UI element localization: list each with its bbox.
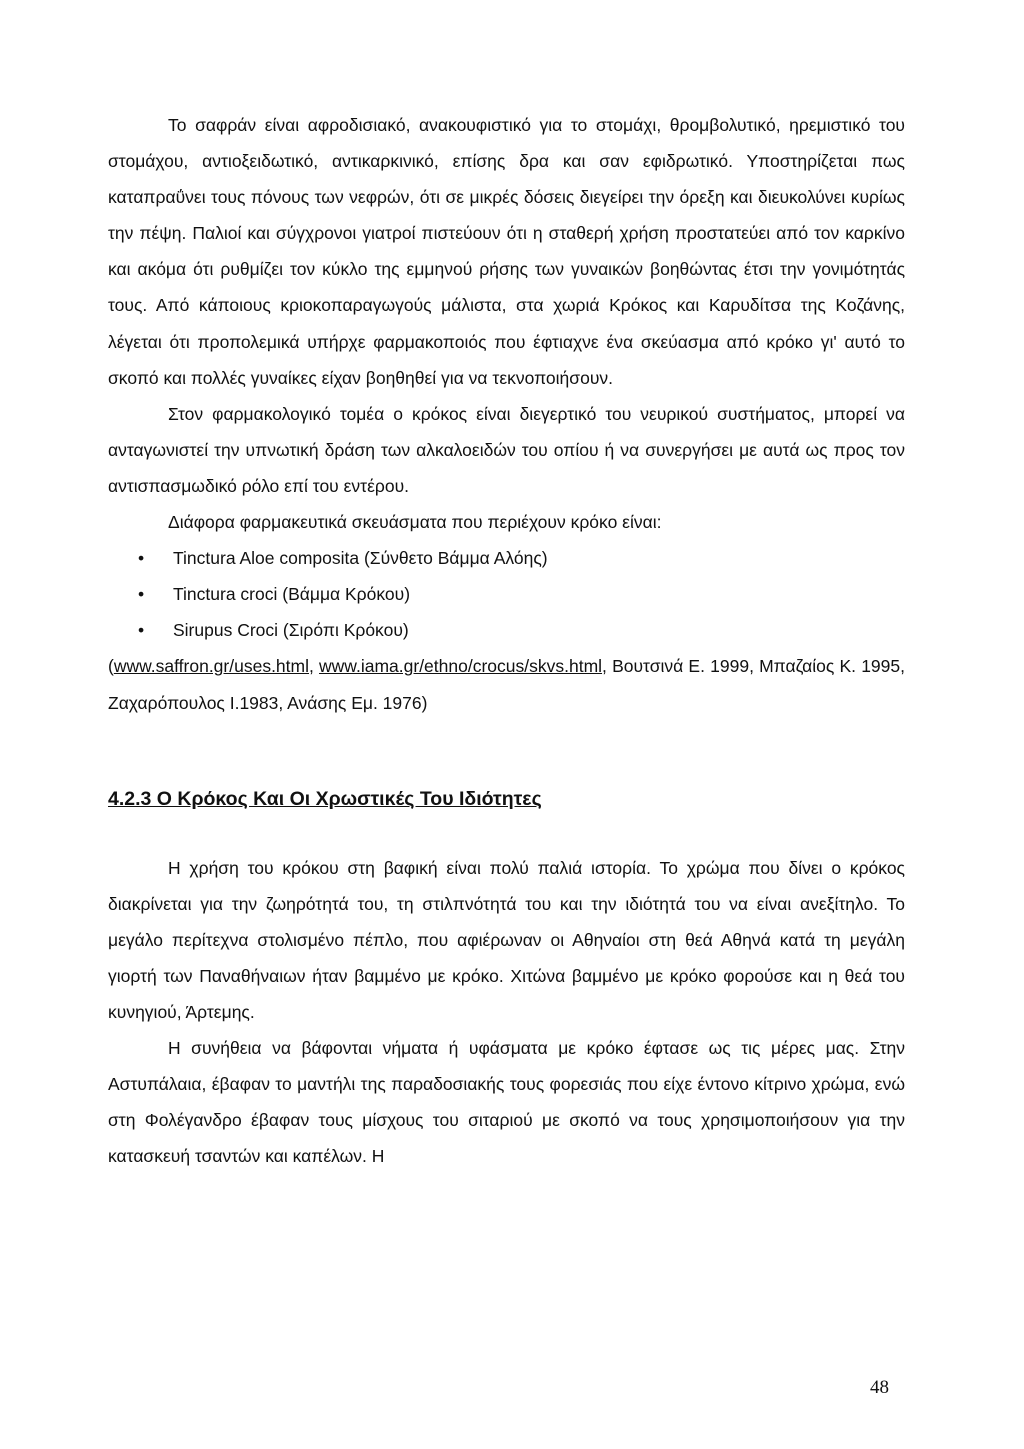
references bbox=[108, 648, 905, 720]
page-number: 48 bbox=[870, 1377, 889, 1398]
list-item-text: Tinctura Aloe composita (Σύνθετο Βάμμα Αλόης) bbox=[173, 548, 548, 569]
bullet-icon: • bbox=[138, 584, 145, 605]
list-item bbox=[108, 612, 905, 648]
paragraph-dyeing-history: Η χρήση του κρόκου στη βαφική είναι πολύ παλιά ιστορία. Το χρώμα που δίνει ο κρόκος διακρίνεται για την ζωηρότητά του, τη στιλπνότητά του και την ιδιότητά του να είναι ανεξίτηλο. Το μεγάλο περίτεχνα στολισμένο πέπλο, που αφιέρωναν οι Αθηναίοι στη θεά Αθηνά κατά τη μεγάλη γιορτή των Παναθήναιων ήταν βαμμένο με κρόκο. Χιτώνα βαμμένο με κρόκο φορούσε και η θεά του κυνηγιού, Άρτεμης. bbox=[108, 857, 905, 1022]
list-item-text: Tinctura croci (Βάμμα Κρόκου) bbox=[173, 584, 411, 605]
bullet-icon: • bbox=[138, 548, 145, 569]
section-heading: 4.2.3 Ο Κρόκος Και Οι Χρωστικές Του Ιδιότητες bbox=[108, 787, 542, 810]
list-item bbox=[108, 540, 905, 576]
document-page bbox=[108, 107, 905, 1174]
list-item-text: Sirupus Croci (Σιρόπι Κρόκου) bbox=[173, 620, 409, 641]
paragraph-saffron-benefits: Το σαφράν είναι αφροδισιακό, ανακουφιστικό για το στομάχι, θρομβολυτικό, ηρεμιστικό του στομάχου, αντιοξειδωτικό, αντικαρκινικό, επίσης δρα και σαν εφιδρωτικό. Υποστηρίζεται πως καταπραΰνει τους πόνους των νεφρών, ότι σε μικρές δόσεις διεγείρει την όρεξη και διευκολύνει κυρίως την πέψη. Παλιοί και σύγχρονοι γιατροί πιστεύουν ότι η σταθερή χρήση προστατεύει από τον καρκίνο και ακόμα ότι ρυθμίζει τον κύκλο της εμμηνού ρήσης των γυναικών βοηθώντας έτσι την γονιμότητάς τους. Από κάποιους κριοκοπαραγωγούς μάλιστα, στα χωριά Κρόκος και Καρυδίτσα της Κοζάνης, λέγεται ότι προπολεμικά υπήρχε φαρμακοποιός που έφτιαχνε ένα σκεύασμα από κρόκο γι' αυτό το σκοπό και πολλές γυναίκες είχαν βοηθηθεί για να τεκνοποιήσουν. bbox=[108, 115, 905, 388]
reference-link-iama[interactable]: www.iama.gr/ethno/crocus/skvs.html bbox=[319, 656, 603, 677]
references-open: ( bbox=[108, 656, 114, 677]
paragraph-preparations-intro: Διάφορα φαρμακευτικά σκευάσματα που περιέχουν κρόκο είναι: bbox=[168, 512, 662, 533]
references-separator: , bbox=[309, 656, 320, 677]
paragraph-dyeing-custom: Η συνήθεια να βάφονται νήματα ή υφάσματα με κρόκο έφτασε ως τις μέρες μας. Στην Αστυπάλαια, έβαφαν το μαντήλι της παραδοσιακής τους φορεσιάς που είχε έντονο κίτρινο χρώμα, ενώ στη Φολέγανδρο έβαφαν τους μίσχους του σιταριού με σκοπό να τους χρησιμοποιήσουν για την κατασκευή τσαντών και καπέλων. Η bbox=[108, 1038, 905, 1167]
paragraph-pharmacology: Στον φαρμακολογικό τομέα ο κρόκος είναι διεγερτικό του νευρικού συστήματος, μπορεί να ανταγωνιστεί την υπνωτική δράση των αλκαλοειδών του οπίου ή να συνεργήσει με αυτά ως προς τον αντισπασμωδικό ρόλο επί του εντέρου. bbox=[108, 403, 905, 496]
list-item bbox=[108, 576, 905, 612]
preparations-list bbox=[108, 540, 905, 648]
references-rest: , Βουτσινά Ε. 1999, Μπαζαίος Κ. 1995, Ζαχαρόπουλος Ι.1983, Ανάσης Εμ. 1976) bbox=[108, 656, 905, 713]
reference-link-saffron[interactable]: www.saffron.gr/uses.html bbox=[113, 656, 309, 677]
bullet-icon: • bbox=[138, 620, 145, 641]
